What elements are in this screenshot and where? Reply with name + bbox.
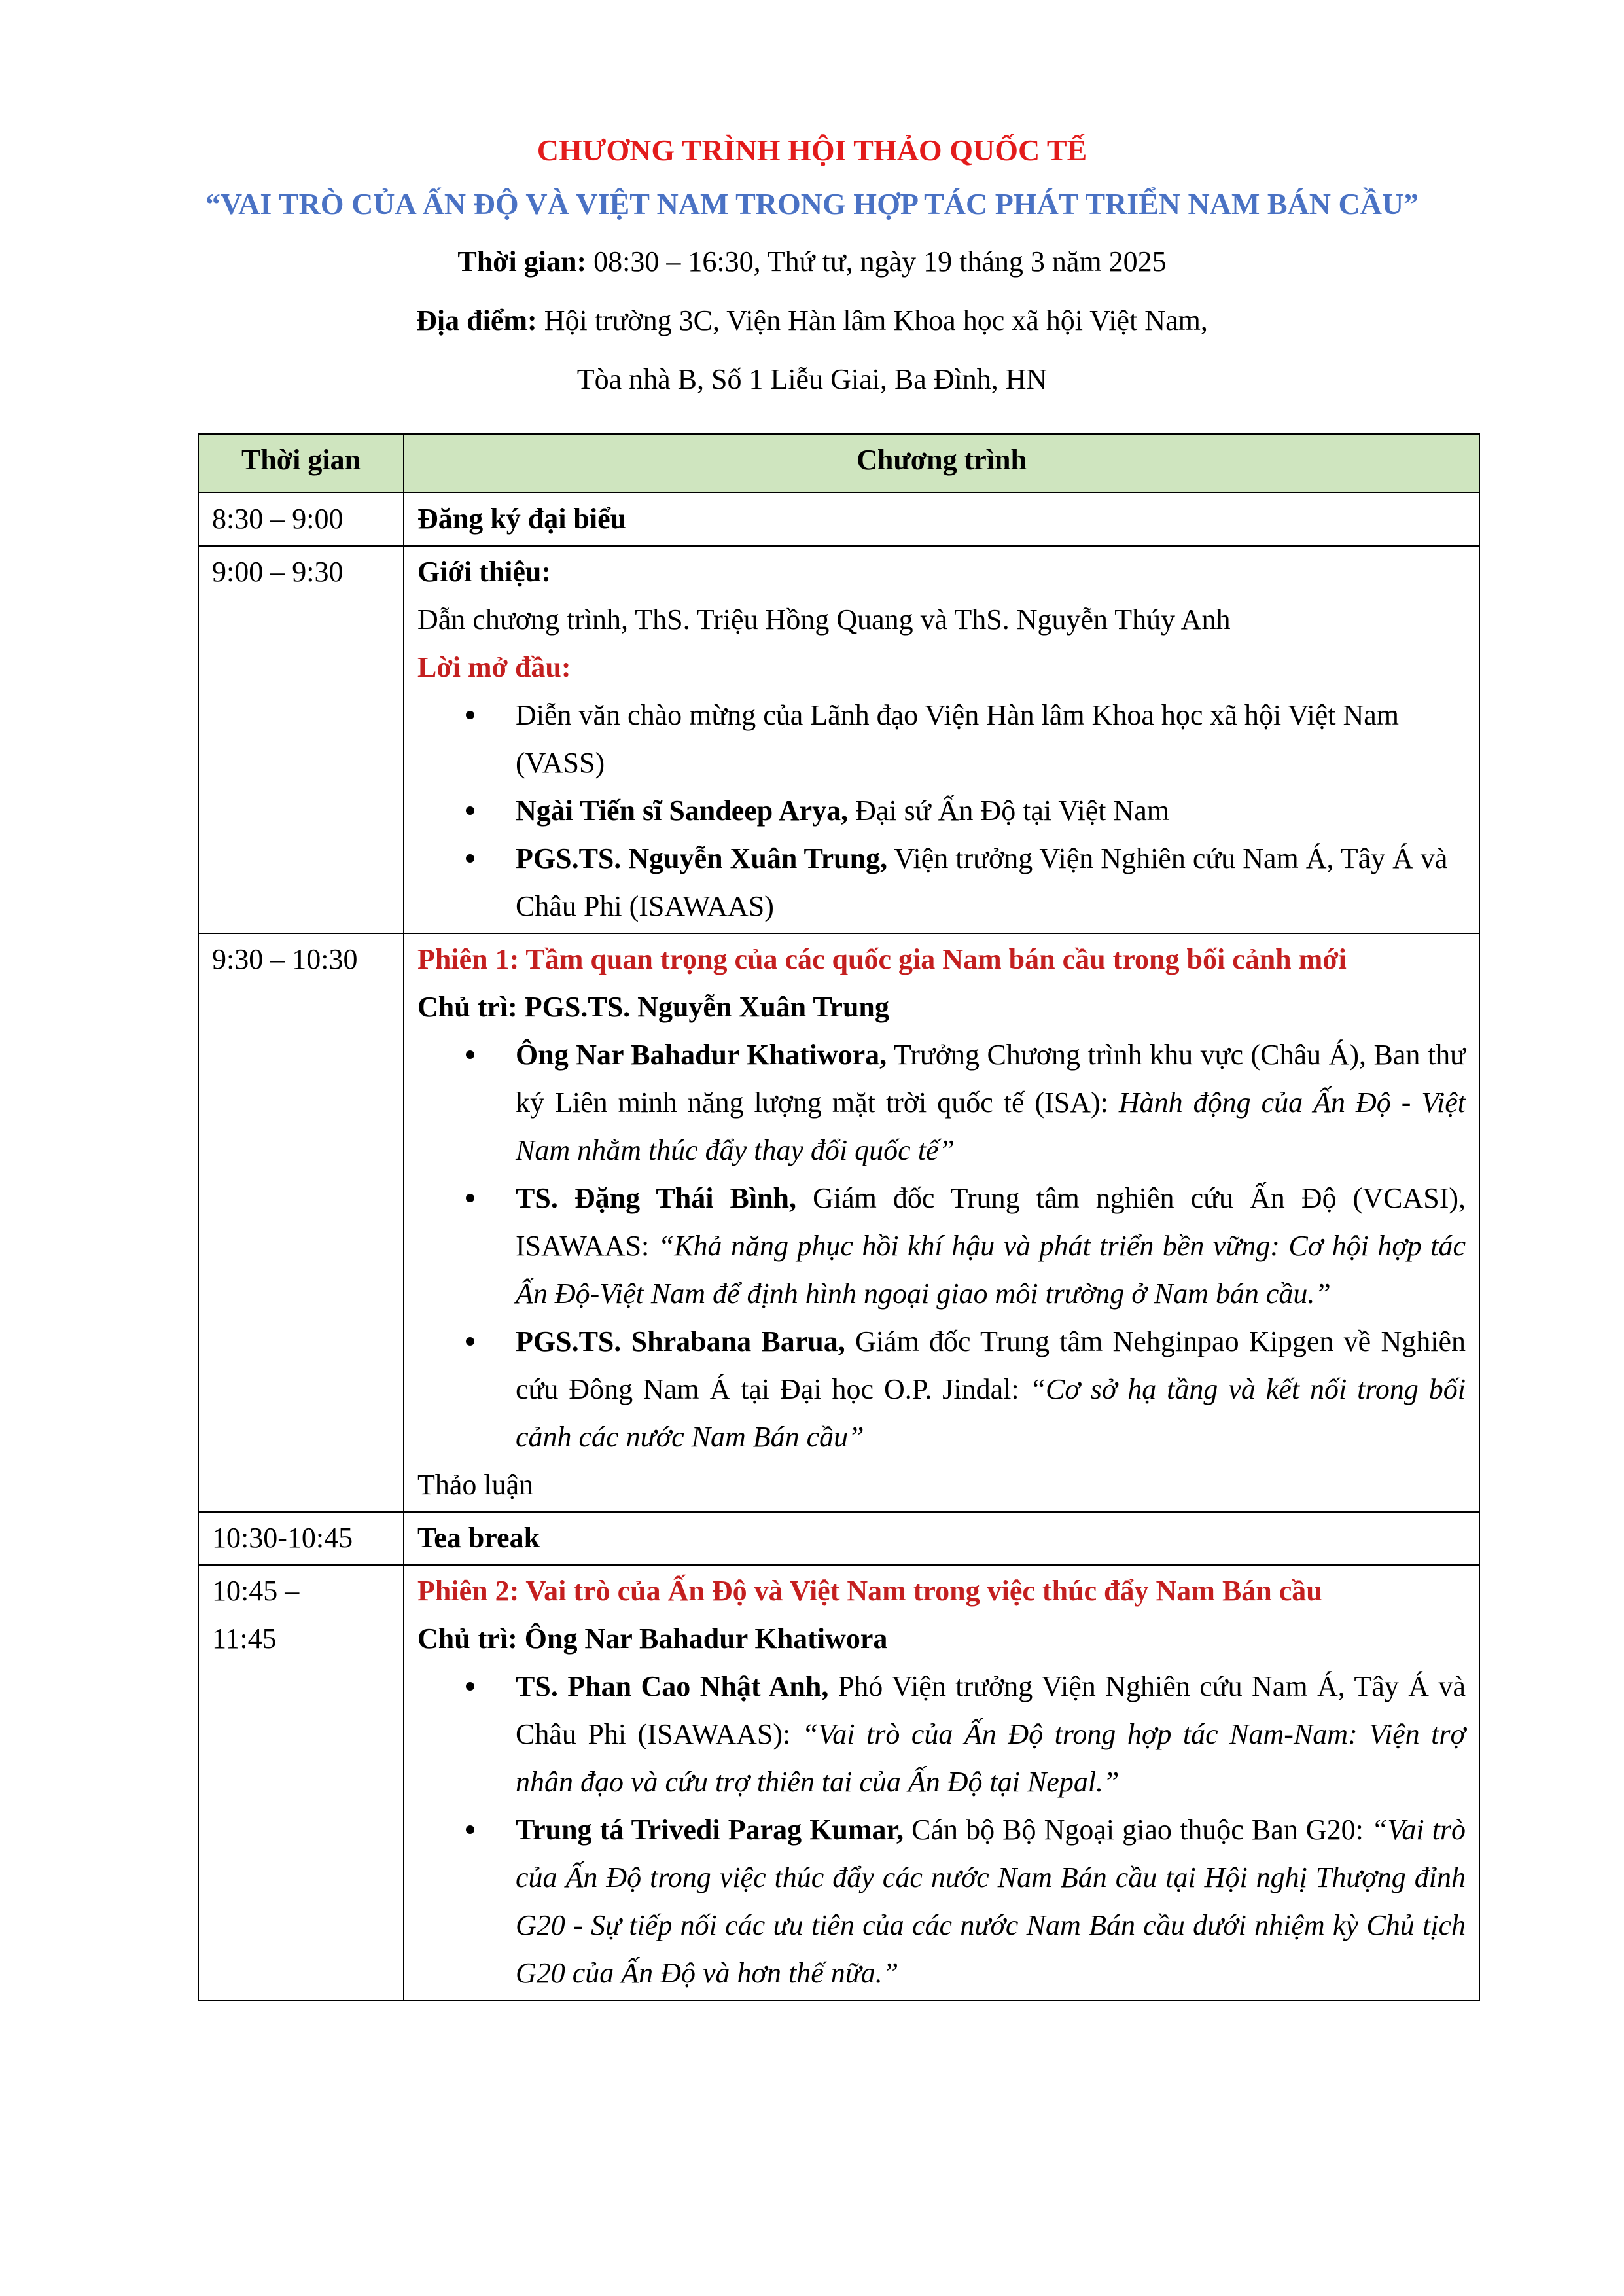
talk-title: “Vai trò của Ấn Độ trong việc thúc đẩy các nước Nam Bán cầu tại Hội nghị Thượng đỉnh G20 - Sự tiếp nối các ưu tiên của các nước Nam Bán cầu dưới nhiệm kỳ Chủ tịch G20 của Ấn Độ và hơn thế nữa.” [516, 1814, 1466, 1989]
time-label: Thời gian: [457, 245, 587, 278]
table-row [198, 546, 1479, 933]
event-venue-line2: Tòa nhà B, Số 1 Liễu Giai, Ba Đình, HN [576, 363, 1048, 395]
speaker-name: PGS.TS. Shrabana Barua, [516, 1325, 845, 1357]
speaker-role: Giám đốc Trung tâm Nehginpao Kipgen về Nghiên cứu Đông Nam Á tại Đại học O.P. Jindal: [516, 1325, 1466, 1405]
session-chair: Chủ trì: PGS.TS. Nguyễn Xuân Trung [417, 991, 889, 1023]
venue-label: Địa điểm: [416, 304, 537, 336]
event-venue [0, 301, 1624, 340]
speaker-role: Cán bộ Bộ Ngoại giao thuộc Ban G20: [904, 1814, 1371, 1846]
time-cell: 9:30 – 10:30 [198, 933, 404, 1512]
opening-label: Lời mở đầu: [417, 651, 571, 683]
speaker-name: Ông Nar Bahadur Khatiwora, [516, 1039, 887, 1071]
table-row [198, 1565, 1479, 2000]
talk-title: Hành động của Ấn Độ - Việt Nam nhằm thúc đẩy thay đổi quốc tế” [516, 1086, 1466, 1166]
event-time [0, 242, 1624, 281]
list-item [516, 834, 1466, 930]
time-value: 08:30 – 16:30, Thứ tư, ngày 19 tháng 3 năm 2025 [586, 245, 1167, 278]
program-cell [404, 933, 1479, 1512]
speaker-name: Trung tá Trivedi Parag Kumar, [516, 1814, 904, 1846]
column-header-program: Chương trình [404, 434, 1479, 493]
list-item [516, 787, 1466, 834]
session-title: Phiên 1: Tầm quan trọng của các quốc gia Nam bán cầu trong bối cảnh mới [417, 943, 1347, 975]
speaker-list [417, 1662, 1466, 1997]
row-title: Tea break [417, 1522, 540, 1554]
table-row [198, 1512, 1479, 1565]
page-title: CHƯƠNG TRÌNH HỘI THẢO QUỐC TẾ [537, 134, 1087, 167]
speaker-role: Viện trưởng Viện Nghiên cứu Nam Á, Tây Á và Châu Phi (ISAWAAS) [516, 842, 1448, 922]
venue-value: Hội trường 3C, Viện Hàn lâm Khoa học xã hội Việt Nam, [537, 304, 1208, 336]
time-end: 11:45 [212, 1623, 277, 1655]
list-item [516, 691, 1466, 787]
page-subtitle: “VAI TRÒ CỦA ẤN ĐỘ VÀ VIỆT NAM TRONG HỢP TÁC PHÁT TRIỂN NAM BÁN CẦU” [205, 187, 1419, 221]
speaker-list [417, 1031, 1466, 1461]
table-row [198, 493, 1479, 546]
talk-title: “Vai trò của Ấn Độ trong hợp tác Nam-Nam: Viện trợ nhân đạo và cứu trợ thiên tai của Ấn Độ tại Nepal.” [516, 1718, 1466, 1798]
time-cell [198, 1565, 404, 2000]
time-cell: 10:30-10:45 [198, 1512, 404, 1565]
time-cell: 8:30 – 9:00 [198, 493, 404, 546]
session-chair: Chủ trì: Ông Nar Bahadur Khatiwora [417, 1623, 888, 1655]
row-title: Đăng ký đại biểu [417, 503, 627, 535]
talk-title: “Khả năng phục hồi khí hậu và phát triển bền vững: Cơ hội hợp tác Ấn Độ-Việt Nam để định hình ngoại giao môi trường ở Nam bán cầu.” [516, 1230, 1466, 1310]
list-item [516, 1662, 1466, 1806]
table-row [198, 933, 1479, 1512]
program-table [198, 433, 1480, 2001]
document-header [0, 131, 1624, 399]
speaker-role: Trưởng Chương trình khu vực (Châu Á), Ban thư ký Liên minh năng lượng mặt trời quốc tế (ISA): [516, 1039, 1466, 1119]
speaker-role: Đại sứ Ấn Độ tại Việt Nam [848, 795, 1170, 827]
program-cell [404, 493, 1479, 546]
talk-title: “Cơ sở hạ tầng và kết nối trong bối cảnh các nước Nam Bán cầu” [516, 1373, 1466, 1453]
speaker-name: TS. Phan Cao Nhật Anh, [516, 1670, 829, 1702]
opening-list [417, 691, 1466, 930]
program-cell [404, 546, 1479, 933]
table-header-row [198, 434, 1479, 493]
speaker-name: PGS.TS. Nguyễn Xuân Trung, [516, 842, 888, 874]
program-cell [404, 1565, 1479, 2000]
session-title: Phiên 2: Vai trò của Ấn Độ và Việt Nam trong việc thúc đẩy Nam Bán cầu [417, 1575, 1322, 1607]
list-item [516, 1806, 1466, 1997]
list-item [516, 1174, 1466, 1318]
speaker-name: TS. Đặng Thái Bình, [516, 1182, 797, 1214]
column-header-time: Thời gian [198, 434, 404, 493]
list-item [516, 1318, 1466, 1461]
discussion-text: Thảo luận [417, 1469, 534, 1501]
speaker-role: Giám đốc Trung tâm nghiên cứu Ấn Độ (VCASI), ISAWAAS: [516, 1182, 1466, 1262]
time-cell: 9:00 – 9:30 [198, 546, 404, 933]
speaker-name: Ngài Tiến sĩ Sandeep Arya, [516, 795, 849, 827]
time-start: 10:45 – [212, 1575, 300, 1607]
intro-text: Dẫn chương trình, ThS. Triệu Hồng Quang và ThS. Nguyễn Thúy Anh [417, 603, 1231, 636]
program-cell [404, 1512, 1479, 1565]
list-item [516, 1031, 1466, 1174]
speaker-role: Phó Viện trưởng Viện Nghiên cứu Nam Á, Tây Á và Châu Phi (ISAWAAS): [516, 1670, 1466, 1750]
intro-label: Giới thiệu: [417, 556, 552, 588]
item-text: Diễn văn chào mừng của Lãnh đạo Viện Hàn lâm Khoa học xã hội Việt Nam (VASS) [516, 699, 1399, 779]
